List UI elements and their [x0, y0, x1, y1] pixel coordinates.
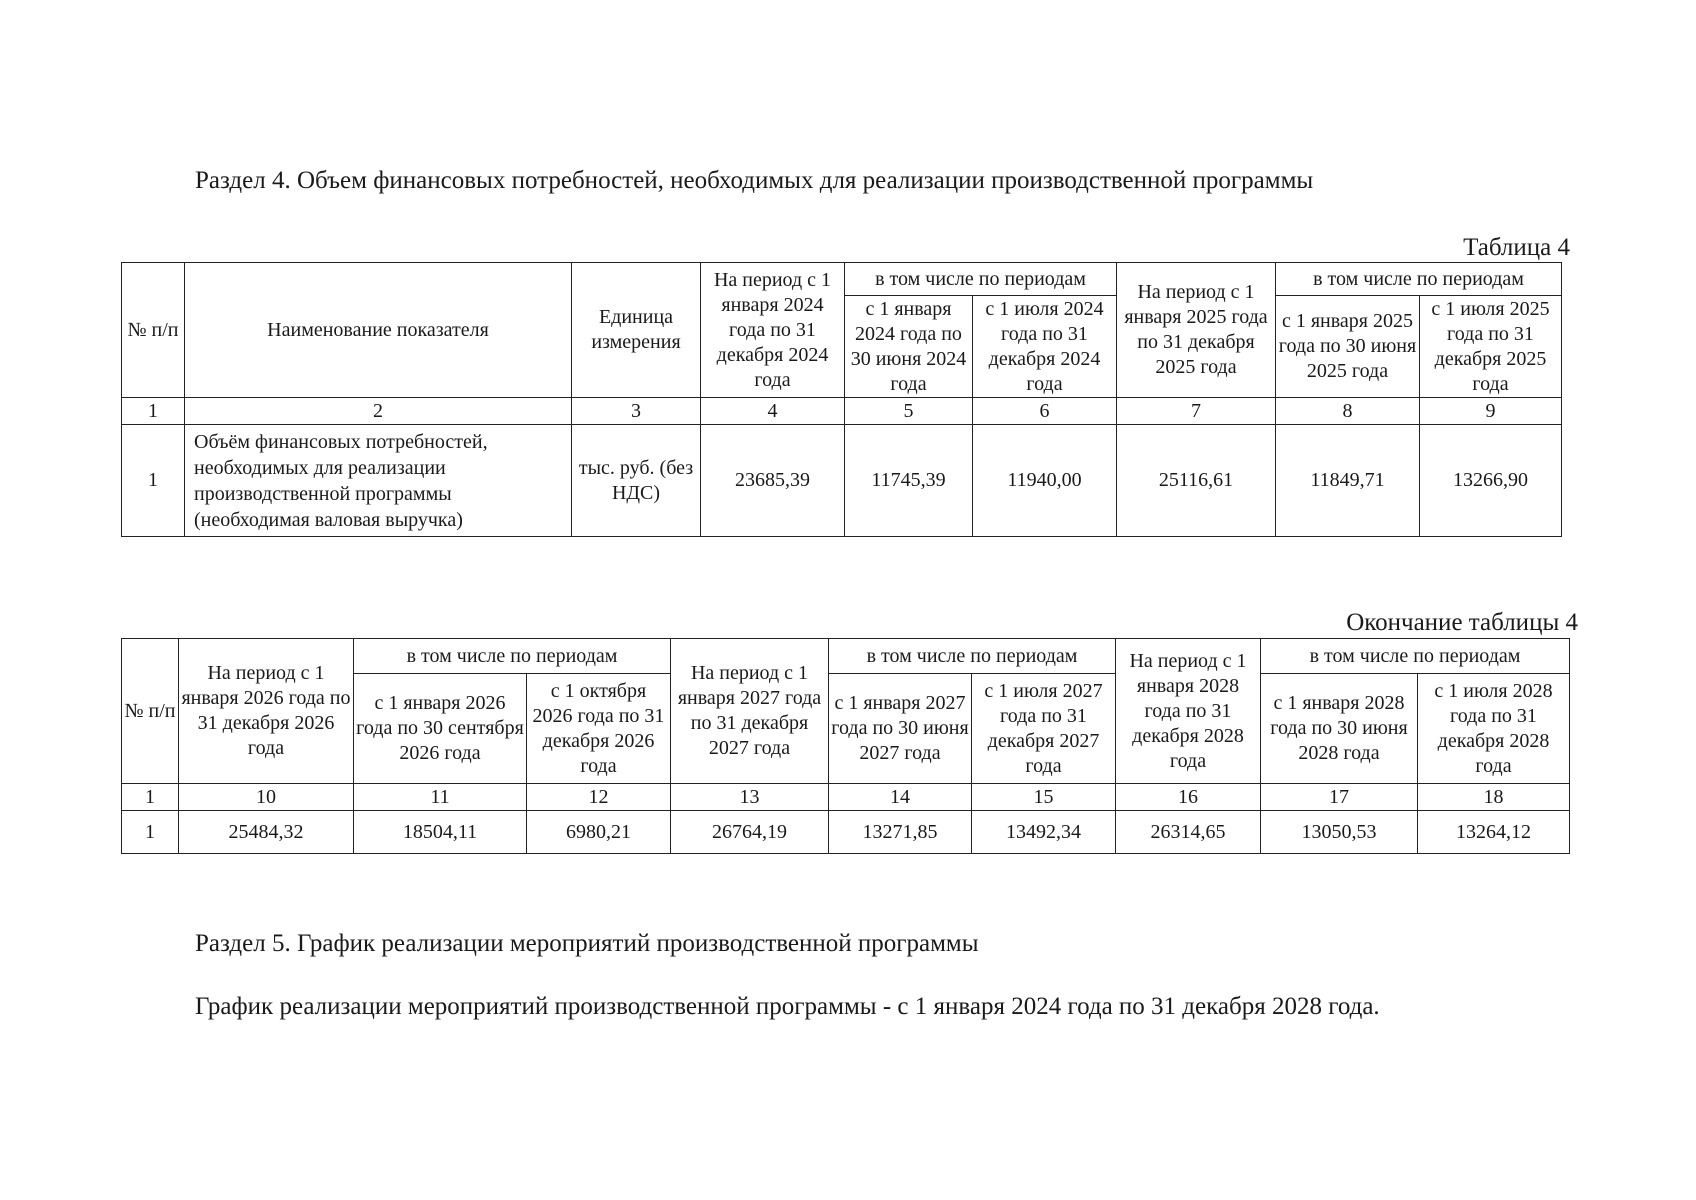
- column-number: 15: [972, 784, 1116, 811]
- header-including-periods-2027: в том числе по периодам: [829, 639, 1116, 674]
- value-cell: 25484,32: [179, 811, 354, 854]
- header-period-2027: На период с 1 января 2027 года по 31 декабря 2027 года: [671, 639, 829, 784]
- header-including-periods-2026: в том числе по периодам: [354, 639, 671, 674]
- section-5-heading: Раздел 5. График реализации мероприятий производственной программы: [195, 930, 979, 957]
- header-including-periods-2024: в том числе по периодам: [845, 263, 1117, 296]
- column-number: 17: [1261, 784, 1418, 811]
- header-period-2027-h2: с 1 июля 2027 года по 31 декабря 2027 года: [972, 674, 1116, 784]
- header-period-2028-h2: с 1 июля 2028 года по 31 декабря 2028 года: [1418, 674, 1570, 784]
- header-unit: Единица измерения: [572, 263, 701, 398]
- value-cell: 25116,61: [1117, 425, 1276, 537]
- header-indicator-name: Наименование показателя: [185, 263, 572, 398]
- value-cell: 11745,39: [845, 425, 973, 537]
- column-number: 7: [1117, 398, 1276, 425]
- column-number: 9: [1420, 398, 1562, 425]
- row-number: 1: [122, 425, 185, 537]
- header-period-2026-q1-q3: с 1 января 2026 года по 30 сентября 2026 года: [354, 674, 527, 784]
- indicator-name: Объём финансовых потребностей, необходимых для реализации производственной программы (необходимая валовая выручка): [185, 425, 572, 537]
- value-cell: 13492,34: [972, 811, 1116, 854]
- value-cell: 6980,21: [527, 811, 671, 854]
- column-number: 1: [122, 398, 185, 425]
- table-row: [122, 425, 1562, 537]
- header-period-2024: На период с 1 января 2024 года по 31 декабря 2024 года: [701, 263, 845, 398]
- value-cell: 13050,53: [1261, 811, 1418, 854]
- column-number-row: [122, 784, 1570, 811]
- column-number: 16: [1116, 784, 1261, 811]
- value-cell: 26764,19: [671, 811, 829, 854]
- column-number: 4: [701, 398, 845, 425]
- header-period-2027-h1: с 1 января 2027 года по 30 июня 2027 года: [829, 674, 972, 784]
- column-number: 14: [829, 784, 972, 811]
- value-cell: 13264,12: [1418, 811, 1570, 854]
- column-number: 8: [1276, 398, 1420, 425]
- header-period-2026: На период с 1 января 2026 года по 31 декабря 2026 года: [179, 639, 354, 784]
- financial-needs-table: [121, 262, 1562, 537]
- column-number: 12: [527, 784, 671, 811]
- column-number: 3: [572, 398, 701, 425]
- value-cell: 23685,39: [701, 425, 845, 537]
- header-period-2024-h1: с 1 января 2024 года по 30 июня 2024 года: [845, 296, 973, 398]
- column-number: 1: [122, 784, 179, 811]
- financial-needs-table-continuation: [121, 638, 1570, 854]
- column-number: 11: [354, 784, 527, 811]
- column-number: 13: [671, 784, 829, 811]
- value-cell: 18504,11: [354, 811, 527, 854]
- table-4-continuation-caption: Окончание таблицы 4: [1346, 609, 1578, 636]
- header-period-2025-h1: с 1 января 2025 года по 30 июня 2025 года: [1276, 296, 1420, 398]
- unit-of-measure: тыс. руб. (без НДС): [572, 425, 701, 537]
- header-row-number: № п/п: [122, 639, 179, 784]
- table-4-caption: Таблица 4: [1463, 234, 1570, 261]
- column-number: 2: [185, 398, 572, 425]
- value-cell: 11849,71: [1276, 425, 1420, 537]
- header-period-2024-h2: с 1 июля 2024 года по 31 декабря 2024 года: [973, 296, 1117, 398]
- header-period-2025: На период с 1 января 2025 года по 31 декабря 2025 года: [1117, 263, 1276, 398]
- header-period-2028-h1: с 1 января 2028 года по 30 июня 2028 года: [1261, 674, 1418, 784]
- header-including-periods-2025: в том числе по периодам: [1276, 263, 1562, 296]
- column-number: 18: [1418, 784, 1570, 811]
- column-number: 5: [845, 398, 973, 425]
- header-period-2025-h2: с 1 июля 2025 года по 31 декабря 2025 года: [1420, 296, 1562, 398]
- header-period-2026-q4: с 1 октября 2026 года по 31 декабря 2026 года: [527, 674, 671, 784]
- value-cell: 13271,85: [829, 811, 972, 854]
- section-4-heading: Раздел 4. Объем финансовых потребностей, необходимых для реализации производственной программы: [195, 167, 1314, 194]
- column-number-row: [122, 398, 1562, 425]
- value-cell: 11940,00: [973, 425, 1117, 537]
- table-row: [122, 811, 1570, 854]
- header-period-2028: На период с 1 января 2028 года по 31 декабря 2028 года: [1116, 639, 1261, 784]
- column-number: 6: [973, 398, 1117, 425]
- section-5-schedule-text: График реализации мероприятий производственной программы - с 1 января 2024 года по 31 декабря 2028 года.: [195, 993, 1380, 1020]
- column-number: 10: [179, 784, 354, 811]
- header-row-number: № п/п: [122, 263, 185, 398]
- value-cell: 13266,90: [1420, 425, 1562, 537]
- row-number: 1: [122, 811, 179, 854]
- header-including-periods-2028: в том числе по периодам: [1261, 639, 1570, 674]
- value-cell: 26314,65: [1116, 811, 1261, 854]
